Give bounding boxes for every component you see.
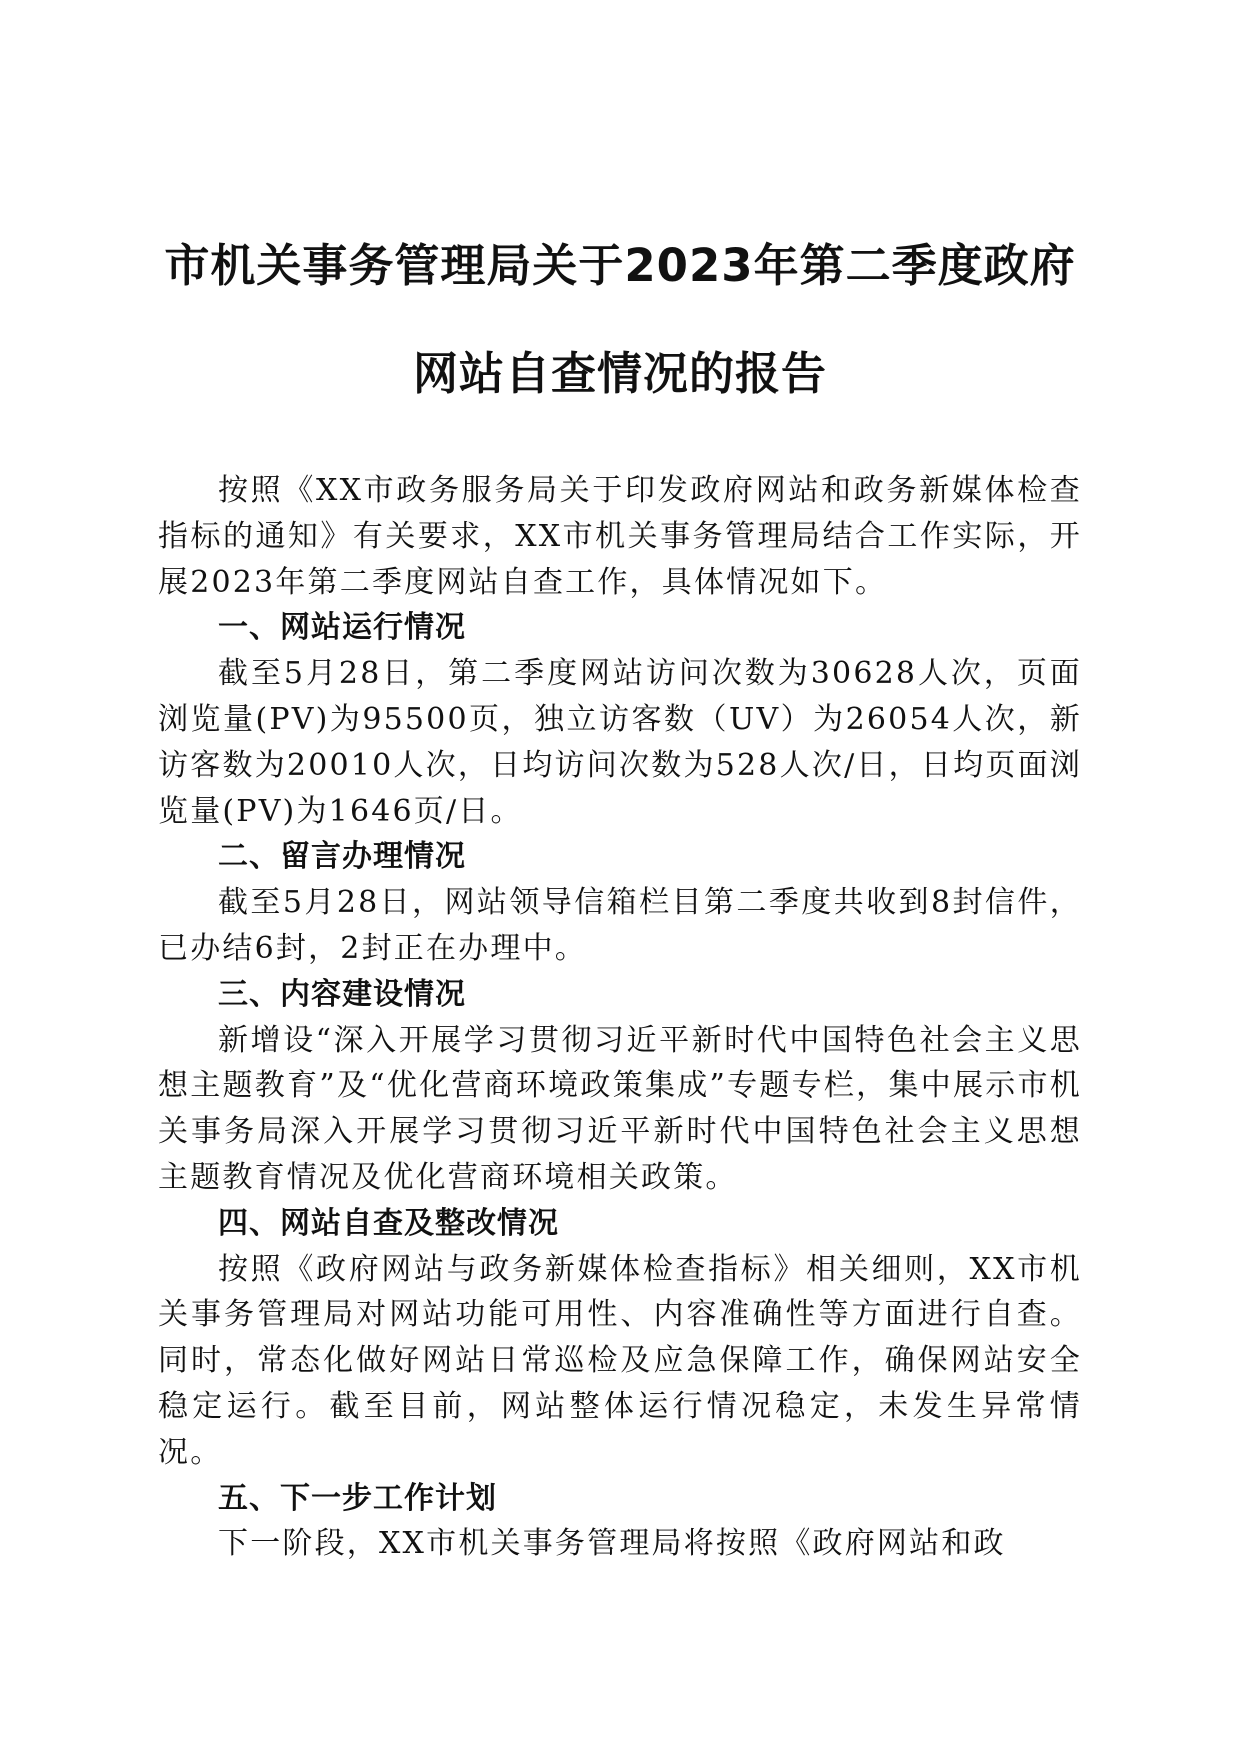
intro-paragraph: 按照《XX市政务服务局关于印发政府网站和政务新媒体检查指标的通知》有关要求，XX市机关事务管理局结合工作实际，开展2023年第二季度网站自查工作，具体情况如下。 bbox=[158, 473, 1082, 600]
section-3-paragraph: 新增设“深入开展学习贯彻习近平新时代中国特色社会主义思想主题教育”及“优化营商环境政策集成”专题专栏，集中展示市机关事务局深入开展学习贯彻习近平新时代中国特色社会主义思想主题教育情况及优化营商环境相关政策。 bbox=[158, 1022, 1082, 1195]
section-heading-4: 四、网站自查及整改情况 bbox=[218, 1205, 559, 1241]
section-heading-5: 五、下一步工作计划 bbox=[218, 1480, 497, 1516]
section-2-paragraph: 截至5月28日，网站领导信箱栏目第二季度共收到8封信件，已办结6封，2封正在办理中。 bbox=[158, 885, 1082, 966]
section-5-paragraph: 下一阶段，XX市机关事务管理局将按照《政府网站和政 bbox=[218, 1526, 1006, 1562]
section-heading-1: 一、网站运行情况 bbox=[218, 610, 466, 646]
document-body bbox=[158, 468, 1082, 1567]
section-heading-3: 三、内容建设情况 bbox=[218, 976, 466, 1012]
section-1-paragraph: 截至5月28日，第二季度网站访问次数为30628人次，页面浏览量(PV)为95500页，独立访客数（UV）为26054人次，新访客数为20010人次，日均访问次数为528人次/日，日均页面浏览量(PV)为1646页/日。 bbox=[158, 656, 1082, 829]
document-title-line-1: 市机关事务管理局关于2023年第二季度政府 bbox=[164, 239, 1076, 292]
document-title-line-2: 网站自查情况的报告 bbox=[412, 347, 827, 400]
section-heading-2: 二、留言办理情况 bbox=[218, 839, 466, 875]
section-4-paragraph: 按照《政府网站与政务新媒体检查指标》相关细则，XX市机关事务管理局对网站功能可用性、内容准确性等方面进行自查。同时，常态化做好网站日常巡检及应急保障工作，确保网站安全稳定运行。截至目前，网站整体运行情况稳定，未发生异常情况。 bbox=[158, 1251, 1082, 1470]
